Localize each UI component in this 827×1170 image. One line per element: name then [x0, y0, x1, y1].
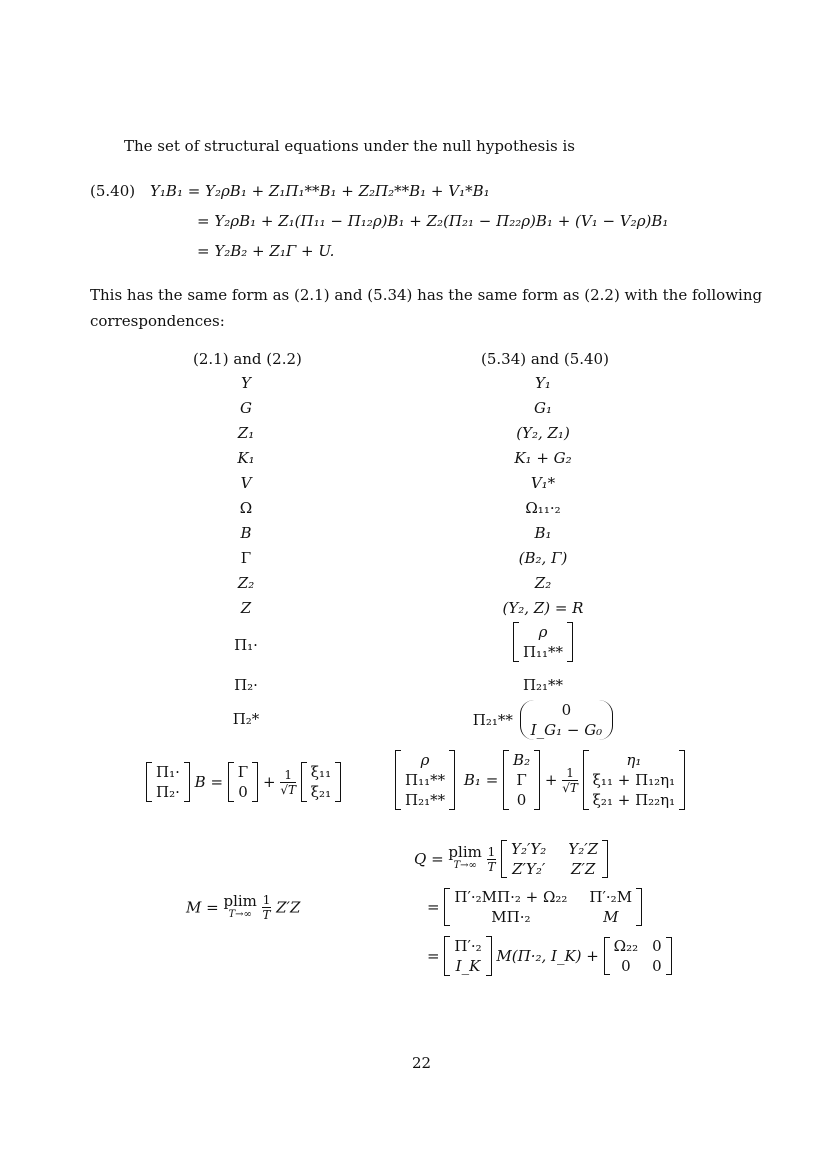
table-row-right: (B₂, Γ)	[518, 549, 568, 567]
matrix-entry: Γ	[516, 771, 527, 789]
equals-sign: =	[427, 947, 440, 965]
matrix-entry: Π′·₂M	[589, 888, 633, 906]
table-row-left: Y	[241, 374, 251, 392]
matrix-entry: ξ₂₁ + Π₂₂η₁	[592, 791, 676, 809]
equation-line-2: = Y₂ρB₁ + Z₁(Π₁₁ − Π₁₂ρ)B₁ + Z₂(Π₂₁ − Π₂₂ρ)B₁ + (V₁ − V₂ρ)B₁	[197, 212, 669, 230]
q-lhs: Q =	[414, 850, 444, 868]
table-row-left: Π₁·	[234, 636, 258, 654]
table-row-left: K₁	[237, 449, 255, 467]
paragraph-line-1: This has the same form as (2.1) and (5.34) has the same form as (2.2) with the following	[90, 286, 763, 304]
fraction-numerator: 1	[280, 768, 296, 783]
q-equation-line-2	[427, 888, 642, 926]
m-lhs: M =	[186, 898, 219, 917]
matrix-entry: Y₂′Z	[568, 840, 599, 858]
table-row-right-vector	[468, 700, 618, 740]
fraction-denominator: √T	[280, 782, 297, 797]
paragraph-line-2: correspondences:	[90, 312, 225, 330]
matrix-entry: 0	[516, 791, 527, 809]
m-rhs: Z′Z	[276, 898, 301, 917]
matrix-entry: B₂	[513, 751, 531, 769]
matrix-entry: 0	[561, 701, 572, 719]
table-row-left: B	[240, 524, 252, 542]
matrix-entry: ξ₁₁	[310, 763, 332, 781]
matrix-prefix: Π₂₁**	[472, 711, 513, 729]
table-header-left: (2.1) and (2.2)	[193, 350, 302, 368]
table-row-left: Z	[240, 599, 252, 617]
matrix-entry: 0	[652, 957, 662, 975]
matrix-entry: I_K	[455, 957, 481, 975]
table-row-left: V	[240, 474, 252, 492]
matrix-equation-left	[146, 762, 341, 802]
matrix-entry: I_G₁ − G₀	[530, 721, 603, 739]
matrix-entry: Y₂′Y₂	[511, 840, 547, 858]
equation-line-1: Y₁B₁ = Y₂ρB₁ + Z₁Π₁**B₁ + Z₂Π₂**B₁ + V₁*B₁	[150, 182, 490, 200]
matrix-entry: MΠ·₂	[491, 908, 531, 926]
matrix-entry: 0	[621, 957, 631, 975]
matrix-entry: ξ₂₁	[310, 783, 332, 801]
table-row-right: Π₂₁**	[522, 676, 564, 694]
matrix-entry: Π′·₂MΠ·₂ + Ω₂₂	[454, 888, 568, 906]
q-equation-line-1	[414, 840, 608, 878]
table-header-right: (5.34) and (5.40)	[481, 350, 609, 368]
matrix-entry: η₁	[626, 751, 642, 769]
table-row-right: (Y₂, Z) = R	[502, 599, 584, 617]
matrix-entry: Π₁₁**	[522, 643, 564, 661]
equation-line-3: = Y₂B₂ + Z₁Γ + U.	[197, 242, 335, 260]
table-row-right: (Y₂, Z₁)	[516, 424, 570, 442]
fraction-numerator: 1	[562, 766, 578, 781]
matrix-entry: Z′Y₂′	[512, 860, 546, 878]
table-row-right: Y₁	[535, 374, 551, 392]
table-row-right: B₁	[534, 524, 552, 542]
matrix-entry: Π₁₁**	[405, 771, 446, 789]
matrix-entry: M	[603, 908, 619, 926]
equals-label: B₁ =	[463, 771, 499, 789]
matrix-entry: Z′Z	[571, 860, 596, 878]
product-term: M(Π·₂, I_K) +	[496, 947, 599, 965]
table-row-left: Π₂*	[232, 710, 260, 728]
matrix-entry: ρ	[538, 623, 548, 641]
matrix-entry: 0	[652, 937, 662, 955]
matrix-entry: 0	[238, 783, 248, 801]
intro-text: The set of structural equations under the null hypothesis is	[124, 137, 575, 155]
plim-label: plim	[223, 891, 257, 910]
matrix-equation-right	[395, 750, 685, 810]
table-row-left: Z₂	[237, 574, 255, 592]
equals-label: B =	[194, 773, 224, 791]
fraction-numerator: 1	[487, 844, 496, 859]
plus-sign: +	[544, 771, 558, 789]
matrix-entry: Π₂₁**	[405, 791, 446, 809]
matrix-entry: ρ	[420, 751, 430, 769]
table-row-left: Ω	[239, 499, 253, 517]
fraction-denominator: T	[262, 908, 271, 922]
fraction-denominator: √T	[562, 780, 578, 795]
q-equation-line-3	[427, 936, 672, 976]
table-row-right-matrix	[468, 622, 618, 662]
matrix-entry: Ω₂₂	[613, 937, 639, 955]
table-row-right: K₁ + G₂	[514, 449, 572, 467]
table-row-right: V₁*	[530, 474, 556, 492]
fraction-denominator: T	[487, 859, 496, 874]
table-row-left: Z₁	[237, 424, 255, 442]
m-equation	[186, 893, 300, 922]
plim-subscript: T→∞	[453, 860, 477, 871]
table-row-left: G	[240, 399, 252, 417]
matrix-entry: ξ₁₁ + Π₁₂η₁	[592, 771, 676, 789]
plim-subscript: T→∞	[228, 908, 252, 920]
matrix-entry: Π₁·	[156, 763, 180, 781]
equation-number: (5.40)	[90, 182, 136, 200]
table-row-right: G₁	[534, 399, 552, 417]
page-number: 22	[412, 1054, 432, 1072]
table-row-left: Π₂·	[234, 676, 258, 694]
matrix-entry: Π₂·	[156, 783, 180, 801]
table-row-left: Γ	[240, 549, 252, 567]
matrix-entry: Γ	[237, 763, 249, 781]
fraction-numerator: 1	[262, 893, 271, 907]
table-row-right: Ω₁₁·₂	[525, 499, 561, 517]
plus-sign: +	[263, 773, 276, 791]
plim-label: plim	[448, 843, 482, 861]
table-row-right: Z₂	[534, 574, 552, 592]
equals-sign: =	[427, 898, 440, 916]
matrix-entry: Π′·₂	[454, 937, 482, 955]
